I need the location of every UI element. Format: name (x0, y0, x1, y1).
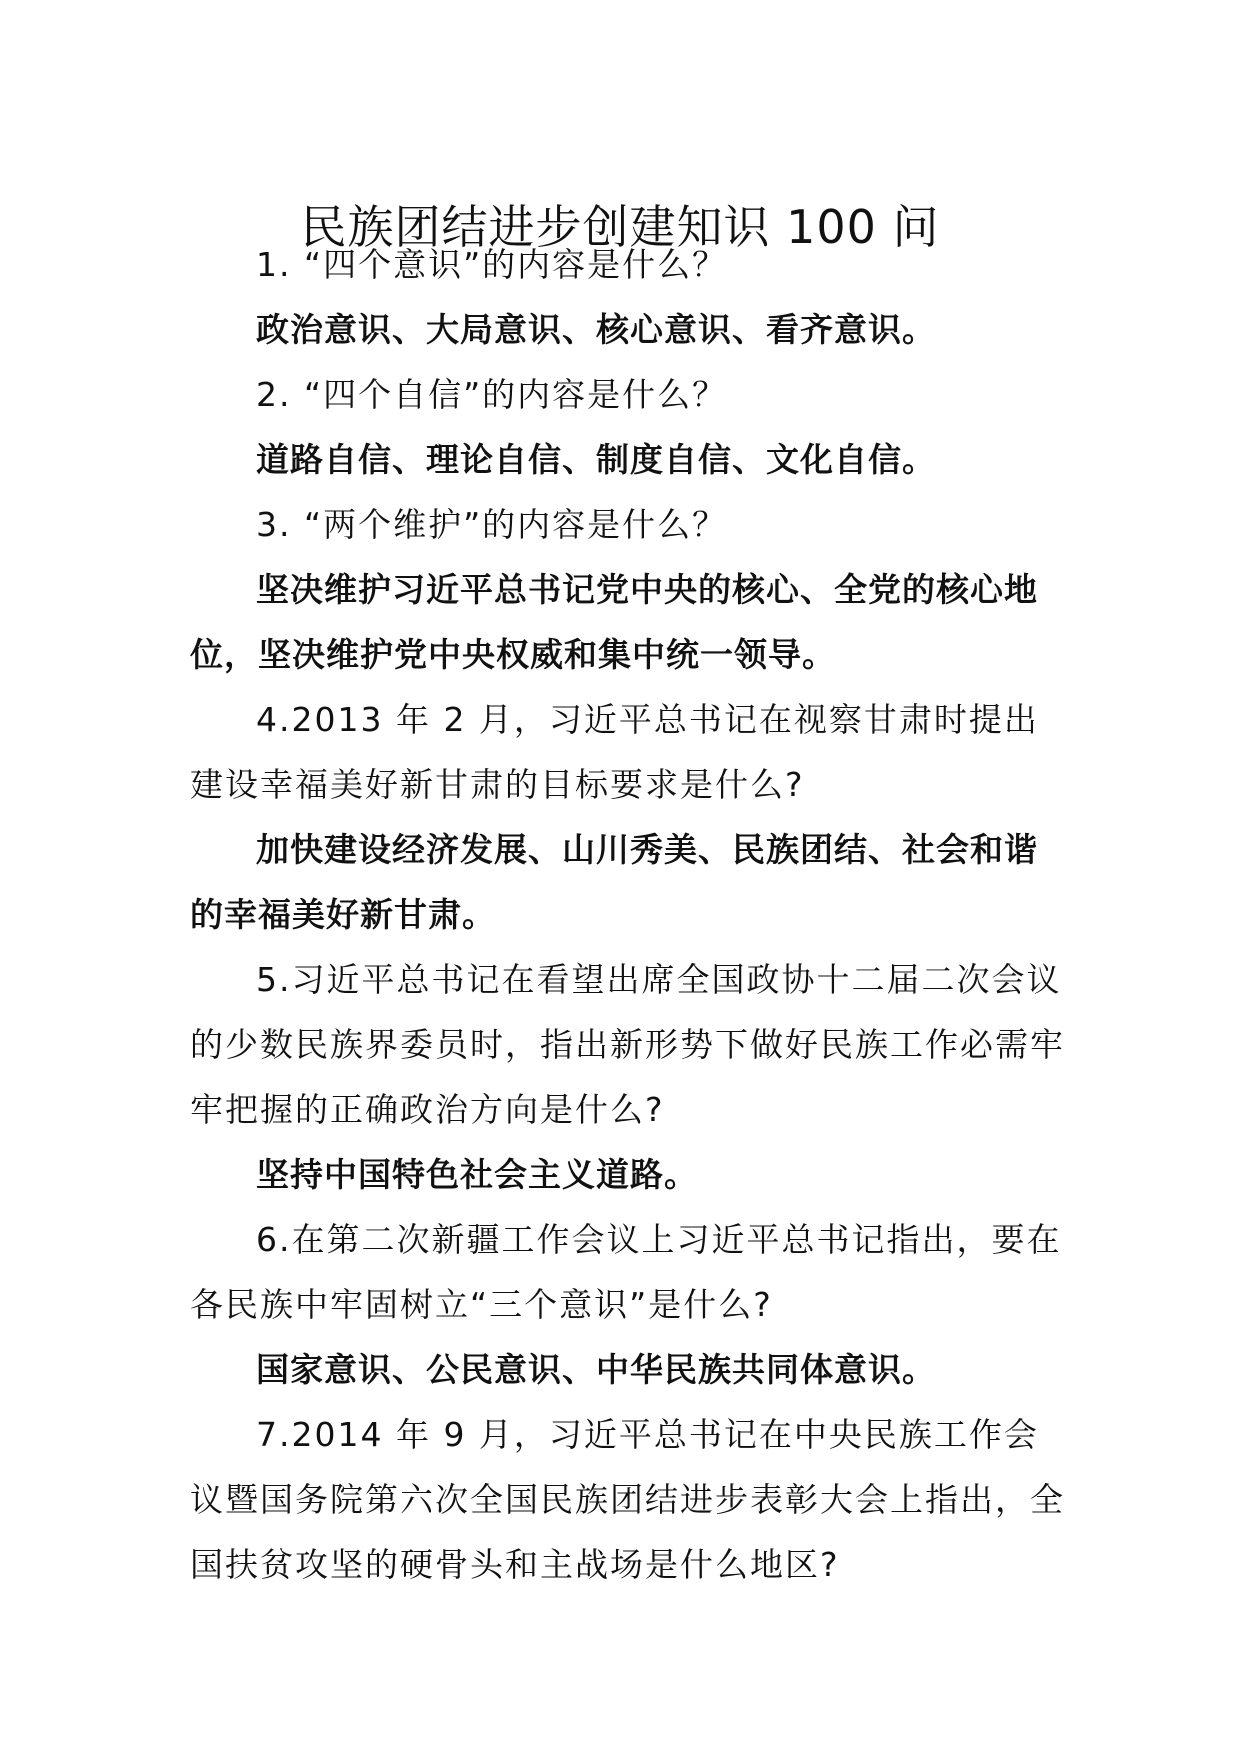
page-title: 民族团结进步创建知识 100 问 (300, 199, 940, 254)
answer-6: 国家意识、公民意识、中华民族共同体意识。 (256, 1350, 936, 1389)
answer-5: 坚持中国特色社会主义道路。 (256, 1155, 698, 1194)
question-7: 7.2014 年 9 月，习近平总书记在中央民族工作会议暨国务院第六次全国民族团结进步表彰大会上指出，全国扶贫攻坚的硬骨头和主战场是什么地区? (190, 1415, 1065, 1584)
question-4: 4.2013 年 2 月，习近平总书记在视察甘肃时提出建设幸福美好新甘肃的目标要求是什么? (190, 700, 1039, 804)
question-6: 6.在第二次新疆工作会议上习近平总书记指出，要在各民族中牢固树立“三个意识”是什么? (190, 1220, 1062, 1324)
answer-3: 坚决维护习近平总书记党中央的核心、全党的核心地位，坚决维护党中央权威和集中统一领导。 (190, 570, 1038, 674)
question-5: 5.习近平总书记在看望出席全国政协十二届二次会议的少数民族界委员时，指出新形势下做好民族工作必需牢牢把握的正确政治方向是什么? (190, 960, 1065, 1129)
answer-4: 加快建设经济发展、山川秀美、民族团结、社会和谐的幸福美好新甘肃。 (190, 830, 1038, 934)
question-1: 1. “四个意识”的内容是什么？ (256, 245, 728, 284)
question-2: 2. “四个自信”的内容是什么？ (256, 375, 728, 414)
answer-1: 政治意识、大局意识、核心意识、看齐意识。 (256, 310, 936, 349)
question-3: 3. “两个维护”的内容是什么？ (256, 505, 728, 544)
answer-2: 道路自信、理论自信、制度自信、文化自信。 (256, 440, 936, 479)
qa-list (190, 232, 1070, 1597)
